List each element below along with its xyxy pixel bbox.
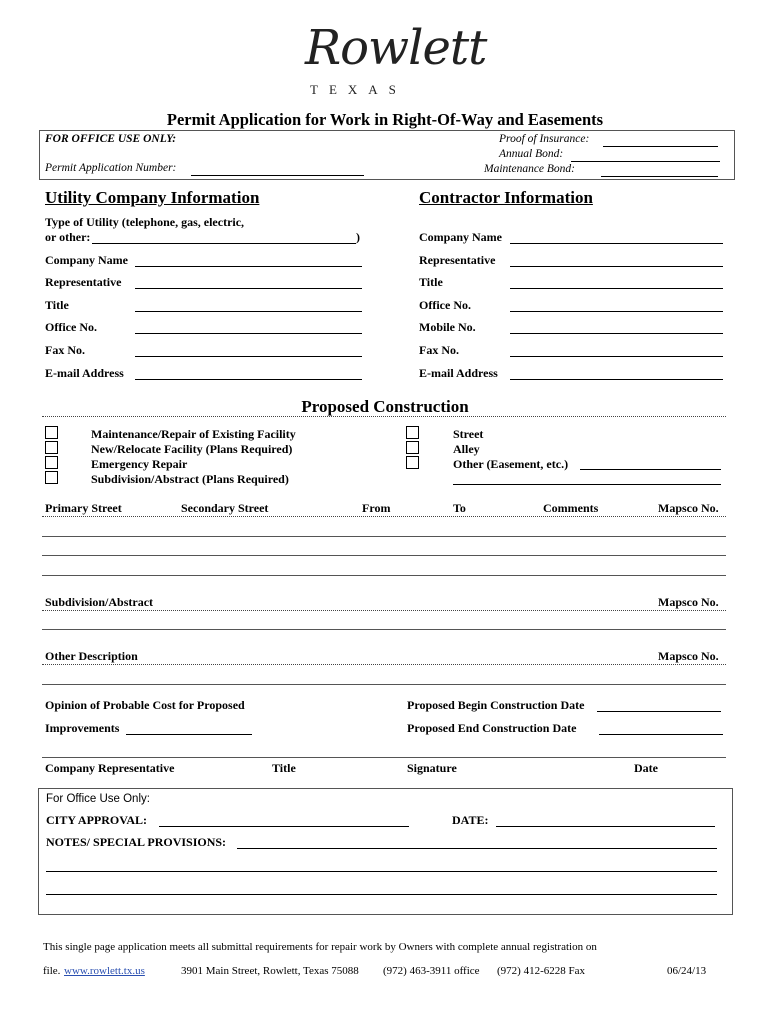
utility-company-name-field[interactable] xyxy=(135,266,362,267)
utility-type-close: ) xyxy=(356,230,360,244)
proof-insurance-label: Proof of Insurance: xyxy=(499,133,590,145)
footer-fax: (972) 412-6228 Fax xyxy=(497,965,585,977)
utility-fax-label: Fax No. xyxy=(45,343,85,357)
contractor-representative-field[interactable] xyxy=(510,266,723,267)
utility-type-label-line1: Type of Utility (telephone, gas, electric, xyxy=(45,215,245,229)
utility-fax-field[interactable] xyxy=(135,356,362,357)
signature-title-label: Title xyxy=(272,761,296,775)
col-primary-street: Primary Street xyxy=(45,501,122,515)
proposed-divider xyxy=(42,416,726,417)
logo-wordmark: Rowlett xyxy=(305,20,487,76)
approval-date-label: DATE: xyxy=(452,813,489,827)
streets-header-rule xyxy=(42,516,726,517)
contractor-mobile-label: Mobile No. xyxy=(419,320,476,334)
streets-row-1[interactable] xyxy=(42,536,726,537)
emergency-option-label: Emergency Repair xyxy=(91,457,188,471)
contractor-email-field[interactable] xyxy=(510,379,723,380)
page-title: Permit Application for Work in Right-Of-Way and Easements xyxy=(166,110,604,129)
subdivision-label: Subdivision/Abstract xyxy=(45,595,154,609)
office-use-bottom-heading: For Office Use Only: xyxy=(46,793,150,805)
utility-office-label: Office No. xyxy=(45,320,97,334)
other-option-field-2[interactable] xyxy=(453,484,721,485)
begin-date-field[interactable] xyxy=(597,711,721,712)
opinion-cost-label-line1: Opinion of Probable Cost for Proposed xyxy=(45,698,245,712)
subdivision-row[interactable] xyxy=(42,629,726,630)
utility-type-label-line2: or other: xyxy=(45,230,91,244)
office-use-bottom-box xyxy=(38,788,733,915)
other-description-rule xyxy=(42,664,726,665)
contractor-title-field[interactable] xyxy=(510,288,723,289)
contractor-company-name-label: Company Name xyxy=(419,230,502,244)
new-relocate-checkbox[interactable] xyxy=(45,441,58,454)
maintenance-bond-field[interactable] xyxy=(601,176,718,177)
website-link[interactable]: www.rowlett.tx.us xyxy=(64,965,145,977)
maintenance-bond-label: Maintenance Bond: xyxy=(484,163,576,175)
utility-email-label: E-mail Address xyxy=(45,366,124,380)
contractor-title-label: Title xyxy=(419,275,443,289)
other-description-label: Other Description xyxy=(45,649,138,663)
maintenance-option-label: Maintenance/Repair of Existing Facility xyxy=(91,427,296,441)
utility-company-name-label: Company Name xyxy=(45,253,128,267)
footer-office-phone: (972) 463-3911 office xyxy=(383,965,480,977)
other-checkbox[interactable] xyxy=(406,456,419,469)
streets-row-2[interactable] xyxy=(42,555,726,556)
annual-bond-label: Annual Bond: xyxy=(499,148,564,160)
contractor-fax-label: Fax No. xyxy=(419,343,459,357)
notes-field-1[interactable] xyxy=(237,848,717,849)
signature-line[interactable] xyxy=(42,757,726,758)
utility-representative-field[interactable] xyxy=(135,288,362,289)
street-option-label: Street xyxy=(453,427,484,441)
notes-field-3[interactable] xyxy=(46,894,717,895)
utility-heading: Utility Company Information xyxy=(45,188,260,207)
streets-row-3[interactable] xyxy=(42,575,726,576)
street-checkbox[interactable] xyxy=(406,426,419,439)
opinion-cost-field[interactable] xyxy=(126,734,252,735)
office-use-box xyxy=(39,130,735,180)
notes-label: NOTES/ SPECIAL PROVISIONS: xyxy=(46,835,227,849)
other-option-label: Other (Easement, etc.) xyxy=(453,457,569,471)
city-approval-label: CITY APPROVAL: xyxy=(46,813,148,827)
permit-number-label: Permit Application Number: xyxy=(45,162,177,174)
footer-date: 06/24/13 xyxy=(667,965,707,977)
alley-checkbox[interactable] xyxy=(406,441,419,454)
company-rep-label: Company Representative xyxy=(45,761,175,775)
permit-number-field[interactable] xyxy=(191,175,364,176)
notes-field-2[interactable] xyxy=(46,871,717,872)
contractor-office-field[interactable] xyxy=(510,311,723,312)
utility-representative-label: Representative xyxy=(45,275,122,289)
contractor-company-name-field[interactable] xyxy=(510,243,723,244)
office-use-heading: FOR OFFICE USE ONLY: xyxy=(45,133,177,145)
col-comments: Comments xyxy=(543,501,599,515)
col-mapsco: Mapsco No. xyxy=(658,501,719,515)
utility-office-field[interactable] xyxy=(135,333,362,334)
logo-subtitle: TEXAS xyxy=(310,82,407,97)
contractor-email-label: E-mail Address xyxy=(419,366,498,380)
col-secondary-street: Secondary Street xyxy=(181,501,269,515)
other-option-field[interactable] xyxy=(580,469,721,470)
subdivision-rule xyxy=(42,610,726,611)
footer-statement: This single page application meets all submittal requirements for repair work by Owners with complete annual registration on xyxy=(43,941,597,953)
maintenance-checkbox[interactable] xyxy=(45,426,58,439)
subdivision-mapsco-label: Mapsco No. xyxy=(658,595,719,609)
utility-type-field[interactable] xyxy=(92,243,356,244)
approval-date-field[interactable] xyxy=(496,826,715,827)
end-date-label: Proposed End Construction Date xyxy=(407,721,577,735)
annual-bond-field[interactable] xyxy=(571,161,720,162)
emergency-checkbox[interactable] xyxy=(45,456,58,469)
utility-title-label: Title xyxy=(45,298,69,312)
footer-address: 3901 Main Street, Rowlett, Texas 75088 xyxy=(181,965,359,977)
contractor-office-label: Office No. xyxy=(419,298,471,312)
utility-title-field[interactable] xyxy=(135,311,362,312)
col-from: From xyxy=(362,501,391,515)
proposed-construction-heading: Proposed Construction xyxy=(301,397,469,416)
proof-insurance-field[interactable] xyxy=(603,146,718,147)
alley-option-label: Alley xyxy=(453,442,480,456)
contractor-fax-field[interactable] xyxy=(510,356,723,357)
opinion-cost-label-line2: Improvements xyxy=(45,721,120,735)
contractor-mobile-field[interactable] xyxy=(510,333,723,334)
city-approval-field[interactable] xyxy=(159,826,409,827)
col-to: To xyxy=(453,501,466,515)
other-description-mapsco-label: Mapsco No. xyxy=(658,649,719,663)
contractor-heading: Contractor Information xyxy=(419,188,593,207)
footer-file: file. xyxy=(43,965,61,977)
begin-date-label: Proposed Begin Construction Date xyxy=(407,698,585,712)
new-relocate-option-label: New/Relocate Facility (Plans Required) xyxy=(91,442,293,456)
utility-email-field[interactable] xyxy=(135,379,362,380)
signature-date-label: Date xyxy=(634,761,658,775)
contractor-representative-label: Representative xyxy=(419,253,496,267)
other-description-row[interactable] xyxy=(42,684,726,685)
signature-label: Signature xyxy=(407,761,457,775)
subdivision-option-label: Subdivision/Abstract (Plans Required) xyxy=(91,472,289,486)
subdivision-checkbox[interactable] xyxy=(45,471,58,484)
end-date-field[interactable] xyxy=(599,734,723,735)
